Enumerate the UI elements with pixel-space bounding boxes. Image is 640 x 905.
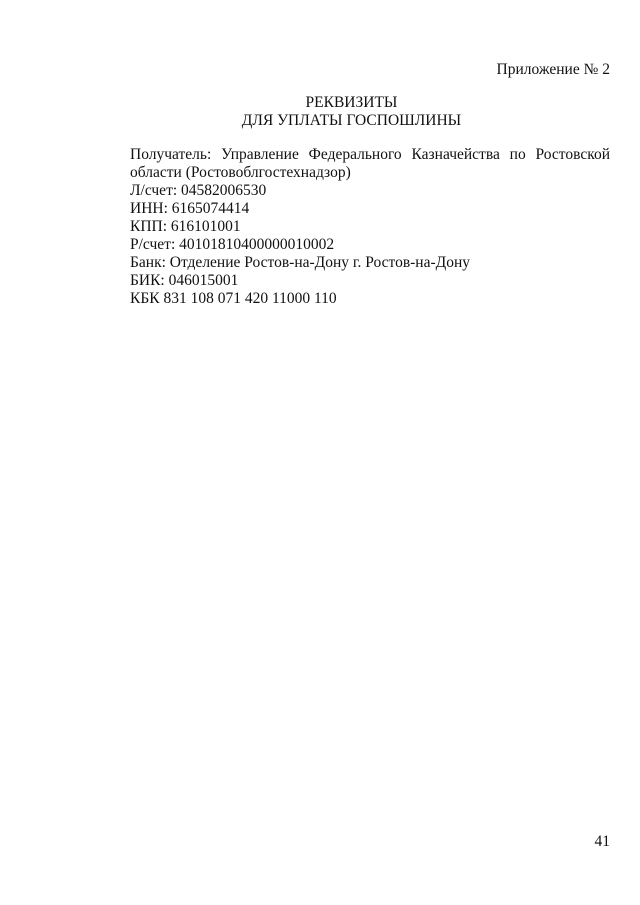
title-line-1: РЕКВИЗИТЫ [305, 94, 398, 111]
bank-line: Банк: Отделение Ростов-на-Дону г. Ростов-на-Дону [130, 254, 471, 271]
kpp-line: КПП: 616101001 [130, 218, 241, 235]
appendix-label: Приложение № 2 [496, 61, 610, 78]
inn-line: ИНН: 6165074414 [130, 200, 250, 217]
settlement-account-line: Р/счет: 40101810400000010002 [130, 236, 335, 253]
title-line-2: ДЛЯ УПЛАТЫ ГОСПОШЛИНЫ [241, 112, 462, 129]
bik-line: БИК: 046015001 [130, 272, 239, 289]
kbk-line: КБК 831 108 071 420 11000 110 [130, 290, 337, 307]
title-block [50, 94, 640, 130]
recipient-text: Получатель: Управление Федерального Казначейства по Ростовской области (Ростовоблгостехнадзор) [130, 146, 610, 181]
page-number: 41 [594, 833, 610, 850]
account-line: Л/счет: 04582006530 [130, 182, 267, 199]
payment-details [130, 146, 610, 308]
